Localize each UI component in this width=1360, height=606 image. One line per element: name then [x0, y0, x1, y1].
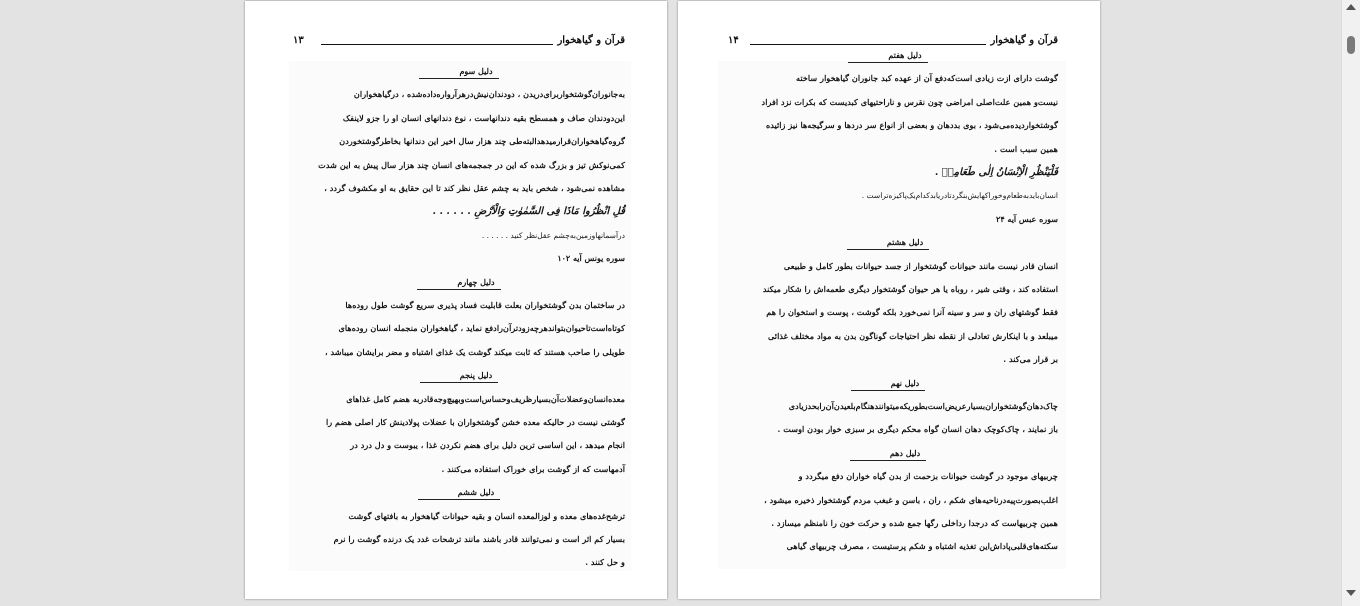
text-line: بر قرار می‌کند . [1003, 354, 1058, 365]
text-line: استفاده کند ، وقتی شیر ، روباه یا هر حیوان گوشتخوار دیگری طعمه‌اش را شکار میکند [762, 284, 1058, 295]
text-line: همین سبب است . [994, 143, 1058, 154]
text-line: اغلب‌بصورت‌پیه‌در‌ناحیه‌های شکم ، ران ، باسن و غبغب مردم گوشتخوار ذخیره میشود ، [764, 494, 1058, 505]
section-heading-text: دلیل سوم [419, 65, 498, 79]
section-heading-text: دلیل دهم [850, 447, 926, 461]
quran-verse: فَلْیَنْظُرِ الْاِنْسَانُ اِلٰی طَعَامِهٖ . [934, 167, 1058, 179]
section-heading-text: دلیل ششم [418, 486, 500, 500]
page-body [718, 44, 1058, 559]
text-line: سکته‌های‌قلبی‌پاداش‌این تغذیه اشتباه و شکم پرستیست ، مصرف چربیهای گیاهی [786, 541, 1058, 552]
section-heading [293, 364, 625, 387]
text-line: گروه‌گیاهخواران‌قرار‌میدهد‌البته‌طی چند هزار سال اخیر این دندانها بخاطرگوشتخوردن [339, 136, 625, 147]
section-heading [718, 442, 1058, 465]
page-header [293, 33, 625, 51]
section-heading [293, 481, 625, 504]
text-line: معده‌انسان‌و‌عضلات‌آن‌بسیار‌ظریف‌و‌حساس‌است‌و‌بهیچ‌وجه‌قادر‌به هضم کامل غذاهای [346, 393, 625, 404]
text-line: باز نمایند ، چاک‌کوچک دهان انسان گواه محکم دیگری بر سبزی خوار بودن اوست . [777, 424, 1058, 435]
text-line: ترشح‌غده‌های معده و لوزالمعده انسان و بقیه حیوانات گیاهخوار به بافتهای گوشت [348, 510, 625, 521]
section-heading-text: دلیل چهارم [417, 276, 500, 290]
text-line: بسیار کم اثر است و نمی‌توانند قادر باشند مانند ترشحات غدد یک درنده گوشت را نرم [333, 534, 625, 545]
quran-reference [293, 247, 625, 270]
text-line: گوشتخوار‌دیده‌می‌شود ، بوی بددهان و بعضی از انواع سر دردها و سرگیجه‌ها نیز زائیده [765, 120, 1058, 131]
text-line: گوشت دارای ازت زیادی است‌که‌دفع آن از عهده کبد جانوران گیاهخوار ساخته [796, 73, 1058, 84]
page-body [293, 60, 625, 575]
text-line: همین چربیهاست که درجدا رداخلی رگها جمع شده و حرکت خون را نامنظم میسازد . [771, 518, 1058, 529]
text-line: چربیهای موجود در گوشت حیوانات بزحمت از بدن گیاه خواران دفع میگردد و [798, 471, 1058, 482]
text-line: نیست‌و همین علت‌اصلی امراضی چون نقرس و ناراحتیهای کبدیست که بکرات نزد افراد [761, 96, 1058, 107]
scroll-up-icon[interactable] [1346, 4, 1356, 10]
text-line: و حل کنند . [585, 557, 625, 568]
quran-reference [718, 208, 1058, 231]
section-heading [293, 271, 625, 294]
section-heading [293, 60, 625, 83]
text-line: این‌دودندان صاف و همسطح بقیه دندانهاست ، نوع دندانهای انسان او را جزو لاینفک [342, 112, 625, 123]
text-line: کوتاه‌است‌تا‌حیوان‌بتواند‌هرچه‌زودتر‌آن‌را‌دفع نماید ، گیاهخواران منجمله انسان روده‌های [338, 323, 625, 334]
verse-translation: انسان‌باید‌به‌طعام‌و‌خوراکهایش‌بنگرد‌تا‌در‌یابد‌کدام‌یک‌پاکیزه‌تر‌است . [861, 191, 1058, 201]
section-heading [718, 231, 1058, 254]
verse-translation: در‌آسمانها‌و‌زمین‌به‌چشم عقل‌نظر کنید . . . . . . [481, 230, 625, 240]
scroll-down-icon[interactable] [1346, 590, 1356, 596]
page-13 [245, 1, 667, 599]
text-line: انسان قادر نیست مانند حیوانات گوشتخوار از جسد حیوانات بطور کامل و طبیعی [783, 260, 1058, 271]
text-line: در ساختمان بدن گوشتخواران بعلت قابلیت فساد پذیری سریع گوشت طول روده‌ها [345, 300, 625, 311]
running-title: قرآن و گیاهخوار [557, 35, 625, 46]
page-14 [678, 1, 1100, 599]
text-line: آدمهاست که از گوشت برای خوراک استفاده می‌کنند . [441, 463, 625, 474]
quran-reference-text: سوره یونس آیه ۱۰۲ [557, 253, 625, 264]
section-heading-text: دلیل هفتم [848, 49, 927, 63]
text-line: کمی‌نوکش تیز و بزرگ شده که این در جمجمه‌های انسان چند هزار سال پیش به این شدت [318, 159, 625, 170]
text-line: به‌جانوران‌گوشتخوار‌برای‌دریدن ، دودندان‌نیش‌در‌هر‌آرواره‌داده‌شده ، در‌گیاهخواران [353, 89, 625, 100]
section-heading-text: دلیل پنجم [420, 369, 498, 383]
running-title: قرآن و گیاهخوار [990, 35, 1058, 46]
text-line: فقط گوشتهای ران و سر و سینه آنرا نمی‌خورد بلکه گوشت ، پوست و استخوان را هم [766, 307, 1058, 318]
section-heading [718, 44, 1058, 67]
text-line: گوشتی نیست در حالیکه معده خشن گوشتخواران با عضلات پولادینش کار اصلی هضم را [325, 417, 625, 428]
section-heading-text: دلیل نهم [851, 377, 926, 391]
page-number: ۱۳ [293, 35, 304, 46]
scrollbar-thumb[interactable] [1347, 36, 1355, 54]
vertical-scrollbar[interactable] [1341, 0, 1360, 606]
header-rule [321, 44, 553, 45]
text-line: میبلعد و با اینکارش تعادلی از نقطه نظر احتیاجات گوناگون بدن به مواد مختلف غذائی [767, 330, 1058, 341]
text-line: انجام میدهد ، این اساسی ترین دلیل برای هضم نکردن غذا ، یبوست و دل درد در [350, 440, 625, 451]
text-line: طویلی را صاحب هستند که ثابت میکند گوشت یک غذای اشتباه و مضر برایشان میباشد ، [325, 346, 625, 357]
text-line: مشاهده نمی‌شود ، شخص باید به چشم عقل نظر کند تا این حقایق به او مکشوف گردد ، [324, 183, 625, 194]
section-heading [718, 372, 1058, 395]
text-line: چاک‌دهان‌گوشتخواران‌بسیار‌عریض‌است‌بطوریکه‌میتوانند‌هنگام‌بلعیدن‌آن‌را‌بحد‌زیادی [788, 401, 1058, 412]
page-number: ۱۴ [728, 35, 739, 46]
quran-verse: قُلِ انْظُرُوا مَاذَا فِی السَّمٰوٰتِ وَالْاَرْضِ . . . . . . [432, 206, 625, 218]
section-heading-text: دلیل هشتم [847, 236, 929, 250]
quran-reference-text: سوره عبس آیه ۲۴ [996, 213, 1058, 224]
